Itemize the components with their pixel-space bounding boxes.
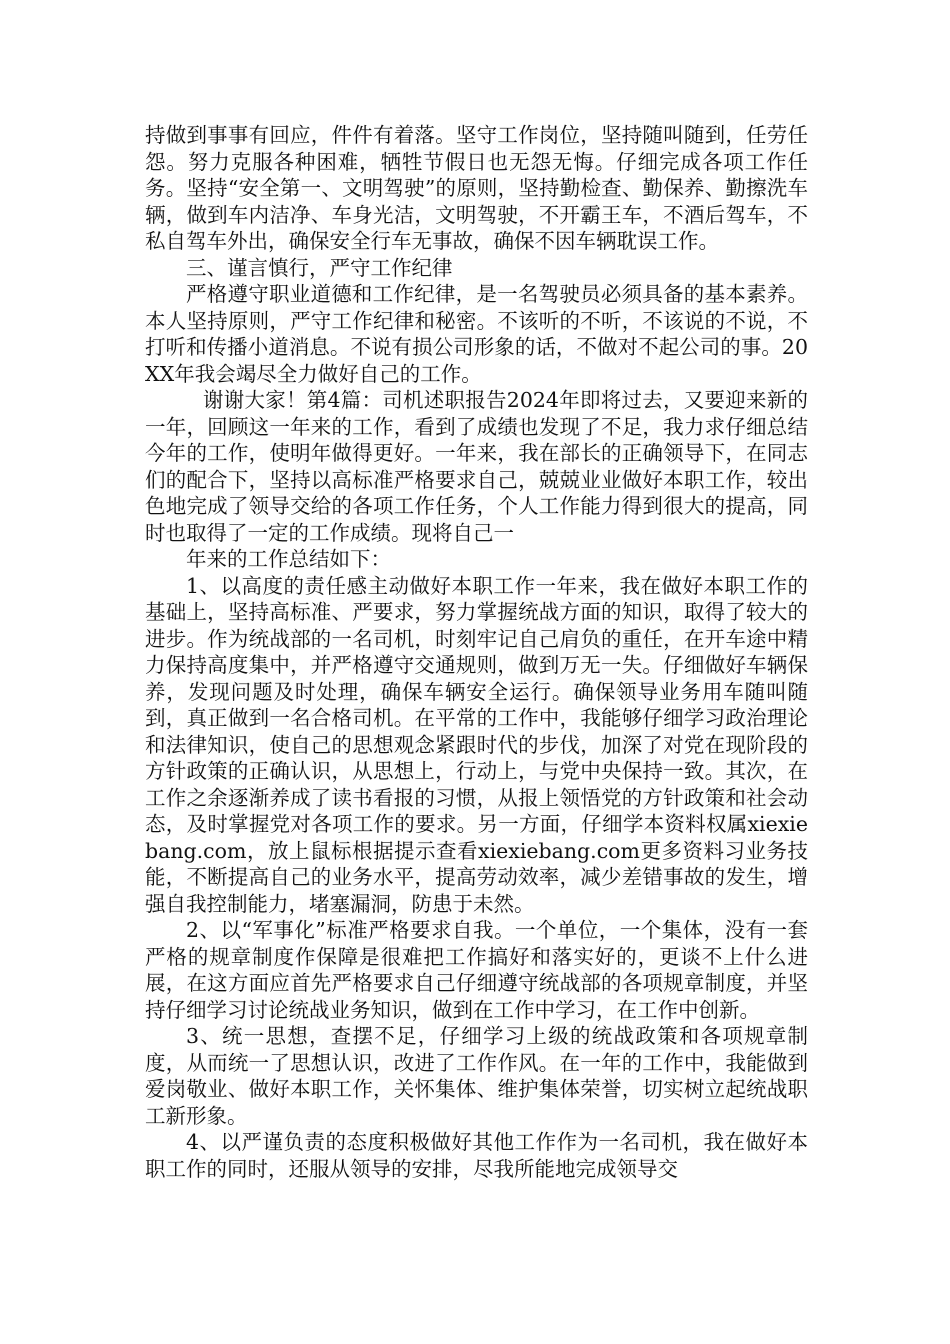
paragraph-continued: 持做到事事有回应，件件有着落。坚守工作岗位，坚持随叫随到，任劳任怨。努力克服各种困难，牺牲节假日也无怨无悔。仔细完成各项工作任务。坚持“安全第一、文明驾驶”的原则，坚持勤检查、勤保养、勤擦洗车辆，做到车内洁净、车身光洁，文明驾驶，不开霸王车，不酒后驾车，不私自驾车外出，确保安全行车无事故，确保不因车辆耽误工作。 [145, 123, 808, 253]
document-body [145, 122, 808, 1182]
paragraph-item-one: 1、以高度的责任感主动做好本职工作一年来，我在做好本职工作的基础上，坚持高标准、严要求，努力掌握统战方面的知识，取得了较大的进步。作为统战部的一名司机，时刻牢记自己肩负的重任，在开车途中精力保持高度集中，并严格遵守交通规则，做到万无一失。仔细做好车辆保养，发现问题及时处理，确保车辆安全运行。确保领导业务用车随叫随到，真正做到一名合格司机。在平常的工作中，我能够仔细学习政治理论和法律知识，使自己的思想观念紧跟时代的步伐，加深了对党在现阶段的方针政策的正确认识，从思想上，行动上，与党中央保持一致。其次，在工作之余逐渐养成了读书看报的习惯，从报上领悟党的方针政策和社会动态，及时掌握党对各项工作的要求。另一方面，仔细学本资料权属xiexiebang.com，放上鼠标根据提示查看xiexiebang.com更多资料习业务技能，不断提高自己的业务水平，提高劳动效率，减少差错事故的发生，增强自我控制能力，堵塞漏洞，防患于未然。 [145, 573, 808, 916]
section-heading-three: 三、谨言慎行，严守工作纪律 [186, 255, 453, 280]
paragraph-item-three: 3、统一思想，查摆不足，仔细学习上级的统战政策和各项规章制度，从而统一了思想认识，改进了工作作风。在一年的工作中，我能做到爱岗敬业、做好本职工作，关怀集体、维护集体荣誉，切实树立起统战职工新形象。 [145, 1024, 808, 1128]
paragraph-article-four-intro: 谢谢大家！第4篇：司机述职报告2024年即将过去，又要迎来新的一年，回顾这一年来的工作，看到了成绩也发现了不足，我力求仔细总结今年的工作，使明年做得更好。一年来，我在部长的正确领导下，在同志们的配合下，坚持以高标准严格要求自己，兢兢业业做好本职工作，较出色地完成了领导交给的各项工作任务，个人工作能力得到很大的提高，同时也取得了一定的工作成绩。现将自己一 [145, 388, 808, 545]
paragraph-discipline: 严格遵守职业道德和工作纪律，是一名驾驶员必须具备的基本素养。本人坚持原则，严守工作纪律和秘密。不该听的不听，不该说的不说，不打听和传播小道消息。不说有损公司形象的话，不做对不起公司的事。20XX年我会竭尽全力做好自己的工作。 [145, 282, 808, 386]
paragraph-item-four: 4、以严谨负责的态度积极做好其他工作作为一名司机，我在做好本职工作的同时，还服从领导的安排，尽我所能地完成领导交 [145, 1130, 808, 1181]
paragraph-item-two: 2、以“军事化”标准严格要求自我。一个单位，一个集体，没有一套严格的规章制度作保障是很难把工作搞好和落实好的，更谈不上什么进展，在这方面应首先严格要求自己仔细遵守统战部的各项规章制度，并坚持仔细学习讨论统战业务知识，做到在工作中学习，在工作中创新。 [145, 918, 808, 1022]
paragraph-summary-lead: 年来的工作总结如下： [186, 547, 391, 571]
